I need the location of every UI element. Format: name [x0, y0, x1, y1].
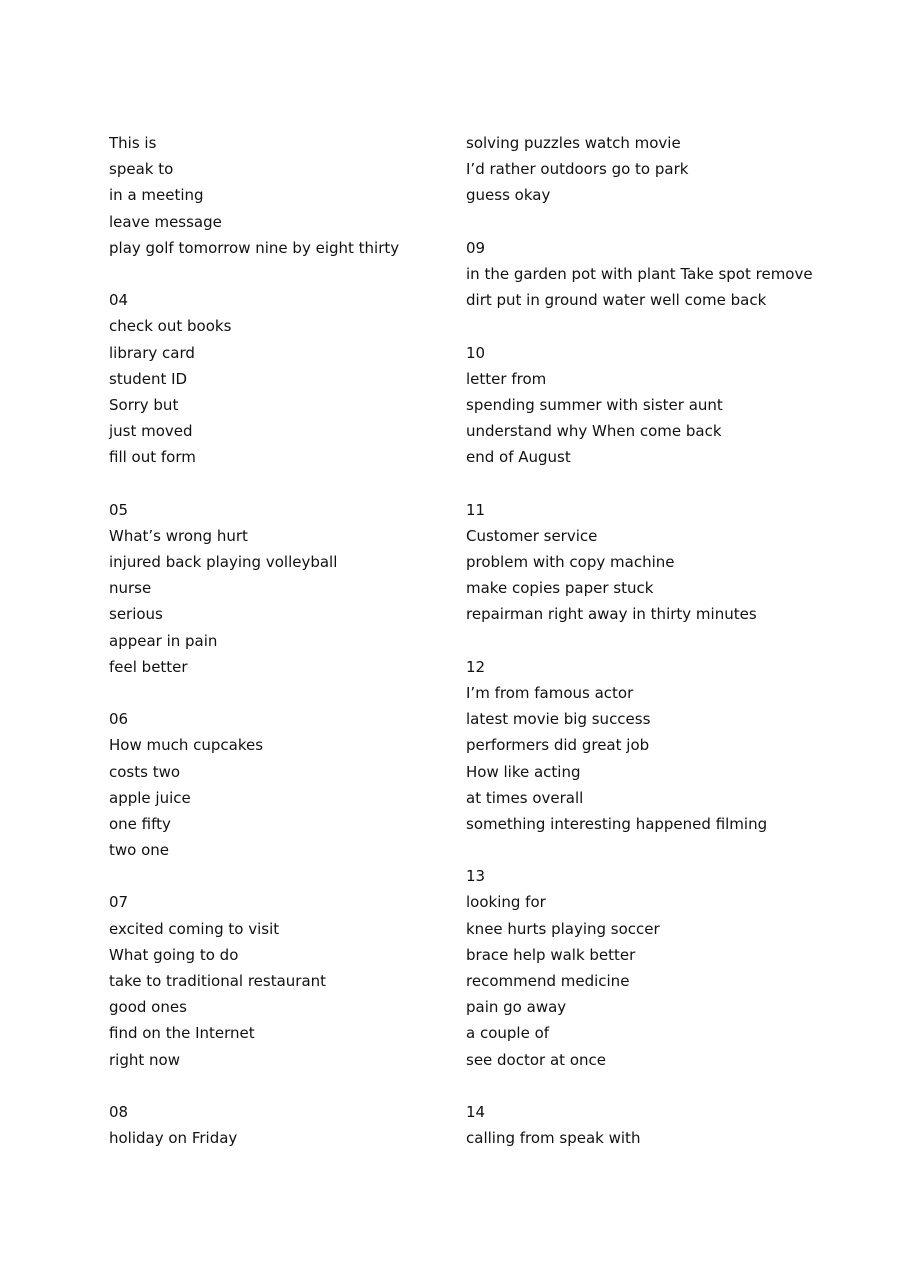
section-number: 05 [109, 500, 129, 519]
text-line: How like acting [466, 762, 581, 781]
section-number: 09 [466, 238, 486, 257]
blank-line [109, 261, 439, 287]
text-line: recommend medicine [466, 972, 630, 990]
text-line: problem with copy machine [466, 553, 675, 571]
text-line: nurse [109, 579, 152, 598]
text-line: knee hurts playing soccer [466, 919, 660, 938]
section-number: 04 [109, 291, 129, 310]
section-number: 06 [109, 710, 129, 729]
text-line: speak to [109, 160, 174, 179]
text-line: take to traditional restaurant [109, 972, 327, 990]
text-line: guess okay [466, 186, 551, 205]
blank-line [466, 1073, 866, 1099]
text-line: in the garden pot with plant Take spot remove [466, 264, 813, 283]
text-line: understand why When come back [466, 422, 722, 441]
text-line: What’s wrong hurt [109, 526, 248, 545]
text-line: a couple of [466, 1024, 550, 1043]
text-line: repairman right away in thirty minutes [466, 605, 757, 624]
section-number: 14 [466, 1102, 486, 1121]
blank-line [109, 470, 439, 496]
section-number: 10 [466, 343, 486, 362]
text-line: right now [109, 1050, 180, 1069]
section-number: 11 [466, 500, 486, 519]
text-line: I’d rather outdoors go to park [466, 160, 689, 179]
blank-line [109, 680, 439, 706]
text-line: What going to do [109, 945, 239, 964]
blank-line [109, 1073, 439, 1099]
text-line: play golf tomorrow nine by eight thirty [109, 238, 400, 257]
text-line: see doctor at once [466, 1050, 606, 1069]
text-line: spending summer with sister aunt [466, 395, 723, 414]
text-line: letter from [466, 369, 547, 388]
section-number: 12 [466, 657, 486, 676]
text-line: apple juice [109, 788, 191, 807]
text-line: check out books [109, 317, 232, 336]
text-line: student ID [109, 369, 188, 388]
section-number: 13 [466, 867, 486, 886]
text-line: This is [109, 134, 157, 152]
text-line: two one [109, 841, 170, 860]
text-line: leave message [109, 212, 222, 231]
left-column [109, 130, 439, 1151]
text-line: pain go away [466, 998, 567, 1017]
text-line: library card [109, 343, 195, 362]
text-line: solving puzzles watch movie [466, 134, 681, 152]
right-column [466, 130, 866, 1151]
text-line: at times overall [466, 788, 584, 807]
text-line: just moved [109, 422, 193, 441]
text-line: find on the Internet [109, 1024, 255, 1043]
text-line: end of August [466, 448, 571, 467]
text-line: Customer service [466, 526, 598, 545]
text-line: fill out form [109, 448, 196, 467]
text-line: injured back playing volleyball [109, 553, 338, 571]
text-line: serious [109, 605, 163, 624]
text-line: good ones [109, 998, 187, 1017]
blank-line [466, 470, 866, 496]
text-line: one fifty [109, 814, 171, 833]
section-number: 08 [109, 1102, 129, 1121]
text-line: excited coming to visit [109, 919, 280, 938]
text-line: feel better [109, 657, 188, 676]
text-line: costs two [109, 762, 181, 781]
text-line: holiday on Friday [109, 1129, 238, 1148]
text-line: brace help walk better [466, 945, 636, 964]
text-line: I’m from famous actor [466, 683, 634, 702]
text-line: performers did great job [466, 736, 650, 755]
text-line: How much cupcakes [109, 736, 264, 755]
text-line: appear in pain [109, 631, 218, 650]
text-line: looking for [466, 893, 546, 912]
text-line: dirt put in ground water well come back [466, 291, 767, 310]
text-line: something interesting happened filming [466, 814, 768, 833]
blank-line [466, 313, 866, 339]
section-number: 07 [109, 893, 129, 912]
text-line: make copies paper stuck [466, 579, 654, 598]
blank-line [466, 209, 866, 235]
text-line: Sorry but [109, 395, 179, 414]
blank-line [466, 628, 866, 654]
blank-line [466, 837, 866, 863]
text-line: in a meeting [109, 186, 204, 205]
text-line: latest movie big success [466, 710, 651, 729]
text-line: calling from speak with [466, 1129, 641, 1148]
blank-line [109, 863, 439, 889]
